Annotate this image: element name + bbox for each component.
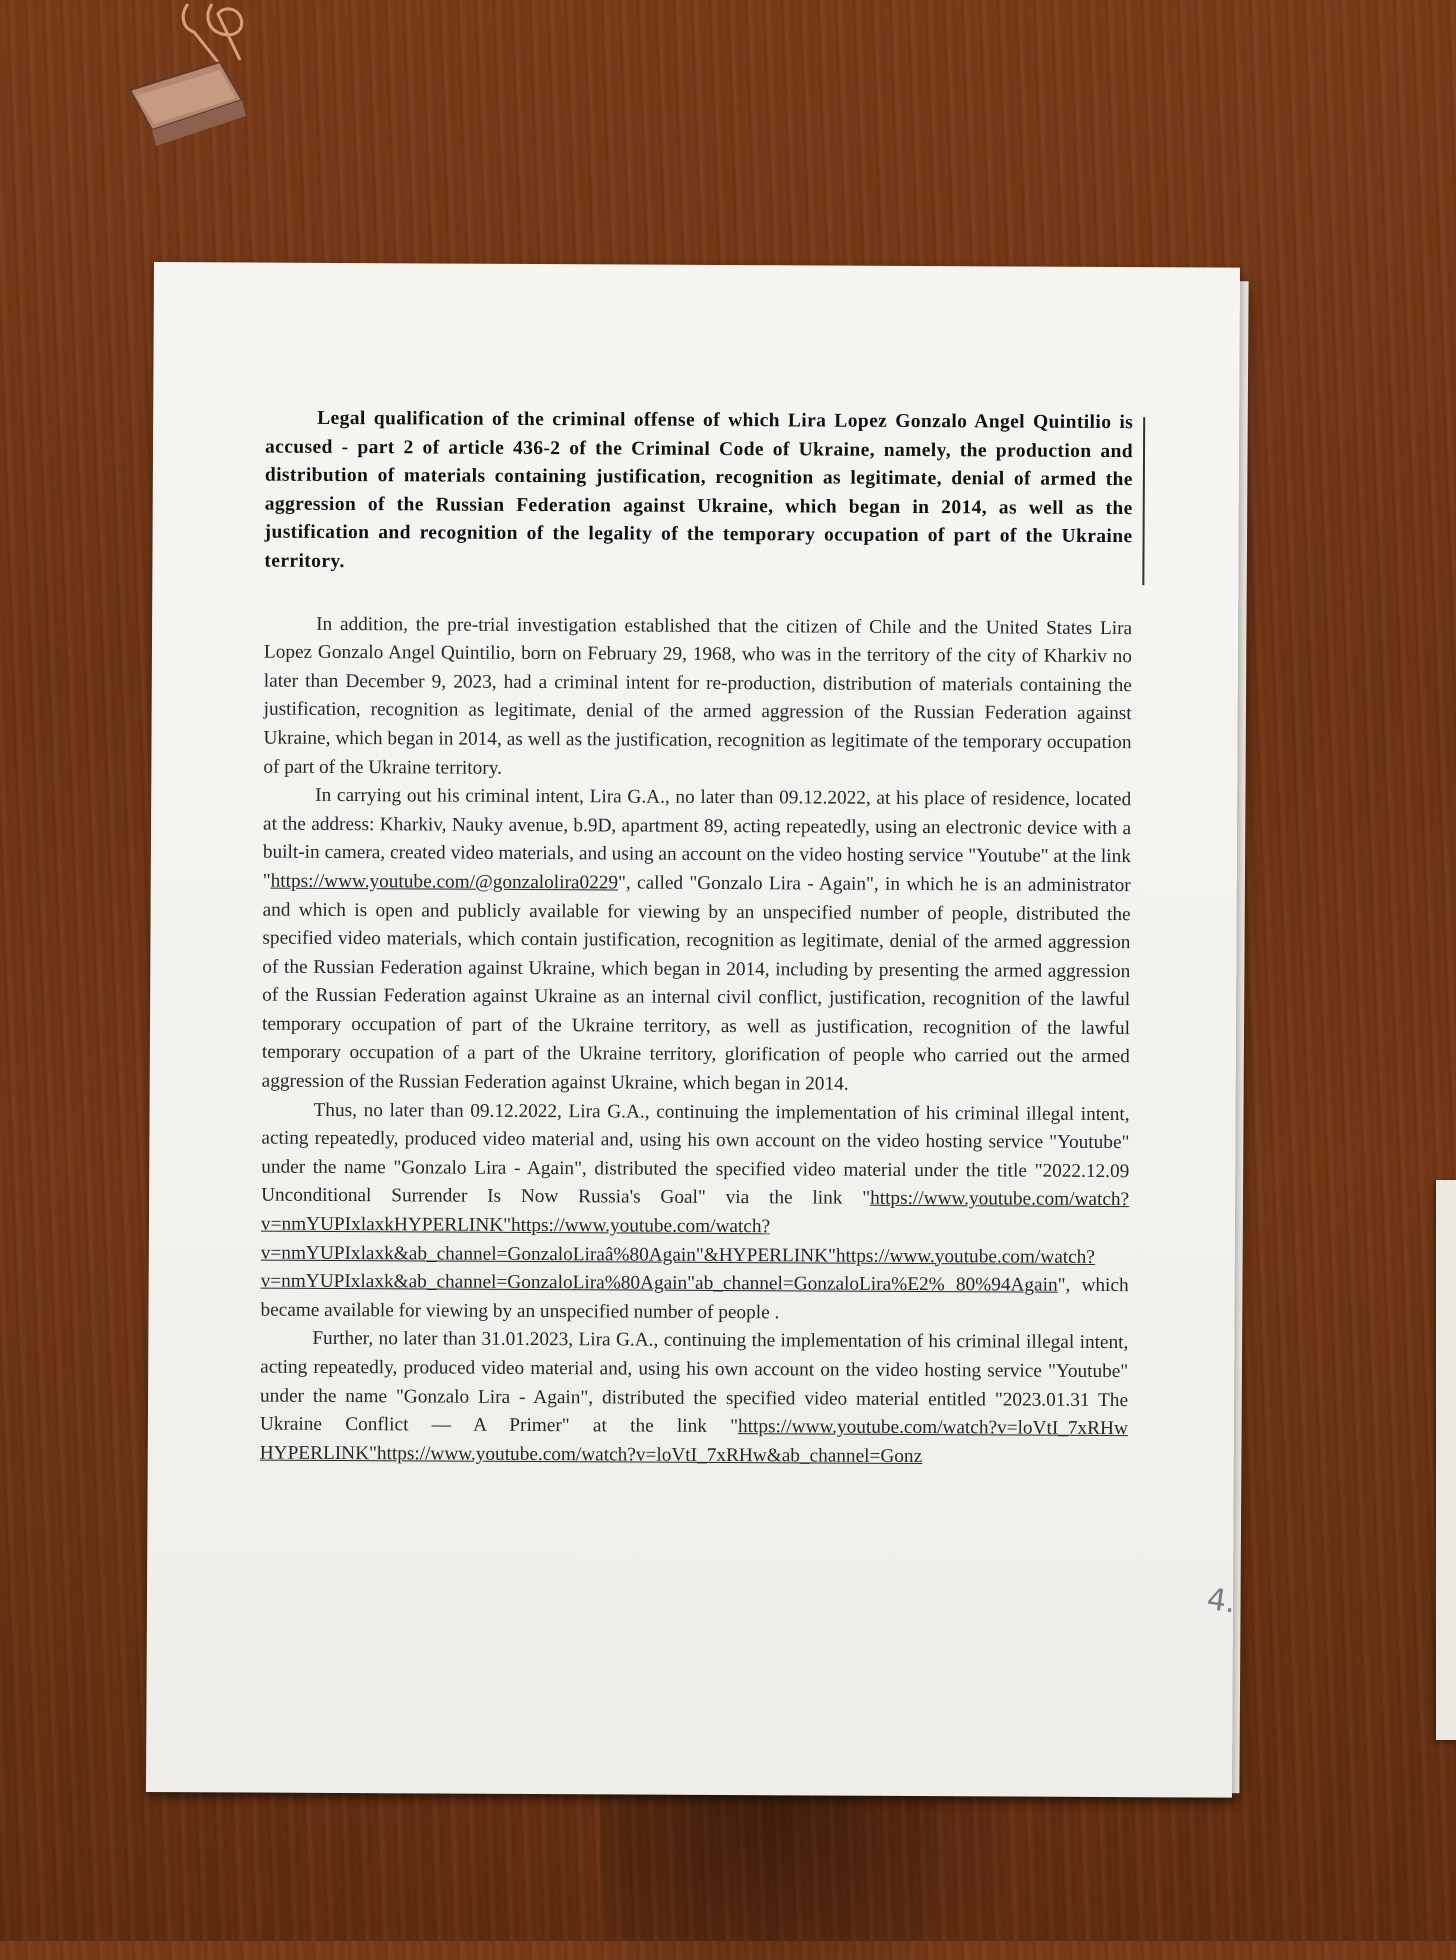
paragraph-text: ", which became available for viewing by an unspecified number of people . [260, 1274, 1129, 1324]
video-link-2023[interactable]: https://www.youtube.com/watch?v=loVtI_7xRHw HYPERLINK"https://www.youtube.com/watch?v=loVtI_7xRHw&ab_channel=Gonz [259, 1416, 1128, 1467]
paragraph-video-2023 [260, 1325, 1129, 1473]
handwritten-page-number: 4. [1204, 1581, 1239, 1621]
legal-qualification-heading: Legal qualification of the criminal offense of which Lira Lopez Gonzalo Angel Quintilio is accused - part 2 of article 436-2 of the Criminal Code of Ukraine, namely, the production and distribution of materials containing justification, recognition as legitimate, denial of armed the aggression of the Russian Federation against Ukraine, which began in 2014, as well as the justification and recognition of the legality of the temporary occupation of part of the Ukraine territory. [264, 407, 1134, 572]
paragraph-criminal-intent [262, 782, 1132, 1101]
paragraph-text: Further, no later than 31.01.2023, Lira G.A., continuing the implementation of his criminal illegal intent, acting repeatedly, produced video material and, using his own account on the video hosting service "Youtube" under the name "Gonzalo Lira - Again", distributed the specified video material entitled "2023.01.31 The Ukraine Conflict — A Primer" at the link " [259, 1328, 1129, 1438]
channel-link[interactable]: https://www.youtube.com/@gonzalolira0229 [270, 870, 619, 894]
paragraph-text: Thus, no later than 09.12.2022, Lira G.A., continuing the implementation of his criminal illegal intent, acting repeatedly, produced video material and, using his own account on the video hosting service "Youtube" under the name "Gonzalo Lira - Again", distributed the specified video material under the title "2022.12.09 Unconditional Surrender Is Now Russia's Goal" via the link " [261, 1099, 1130, 1210]
binder-clip-icon [100, 0, 260, 160]
paragraph-text: ", called "Gonzalo Lira - Again", in which he is an administrator and which is open and publicly available for viewing by an unspecified number of people, distributed the specified video materials, which contain justification, recognition as legitimate, denial of the armed aggression of the Russian Federation against Ukraine, which began in 2014, including by presenting the armed aggression of the Russian Federation against Ukraine as an internal civil conflict, justification, recognition of the lawful temporary occupation of part of the Ukraine territory, as well as justification, recognition of the lawful temporary occupation of a part of the Ukraine territory, glorification of people who carried out the armed aggression of the Russian Federation against Ukraine, which began in 2014. [261, 872, 1131, 1095]
paragraph-text: In carrying out his criminal intent, Lira G.A., no later than 09.12.2022, at his place of residence, located at the address: Kharkiv, Nauky avenue, b.9D, apartment 89, acting repeatedly, using an electronic device with a built-in camera, created video materials, and using an account on the video hosting service "Youtube" at the link " [262, 784, 1132, 892]
video-link-2022[interactable]: https://www.youtube.com/watch?v=nmYUPIxlaxkHYPERLINK"https://www.youtube.com/watch?v=nmYUPIxlaxk&ab_channel=GonzaloLiraâ%80Again"&HYPERLINK"https://www.youtube.com/watch?v=nmYUPIxlaxk&ab_channel=GonzaloLira%80Again"ab_channel=GonzaloLira%E2% 80%94Again [260, 1188, 1130, 1296]
paragraph-video-2022 [260, 1096, 1129, 1329]
paragraph-investigation: In addition, the pre-trial investigation established that the citizen of Chile and the United States Lira Lopez Gonzalo Angel Quintilio, born on February 29, 1968, who was in the territory of the city of Kharkiv no later than December 9, 2023, had a criminal intent for re-production, distribution of materials containing the justification, recognition as legitimate, denial of the armed aggression of the Russian Federation against Ukraine, which began in 2014, as well as the justification, recognition as legitimate of the temporary occupation of part of the Ukraine territory. [263, 613, 1133, 779]
document-body [260, 405, 1134, 1473]
margin-mark [1142, 417, 1145, 585]
adjacent-paper-edge [1436, 1180, 1456, 1740]
document-page [146, 262, 1240, 1798]
